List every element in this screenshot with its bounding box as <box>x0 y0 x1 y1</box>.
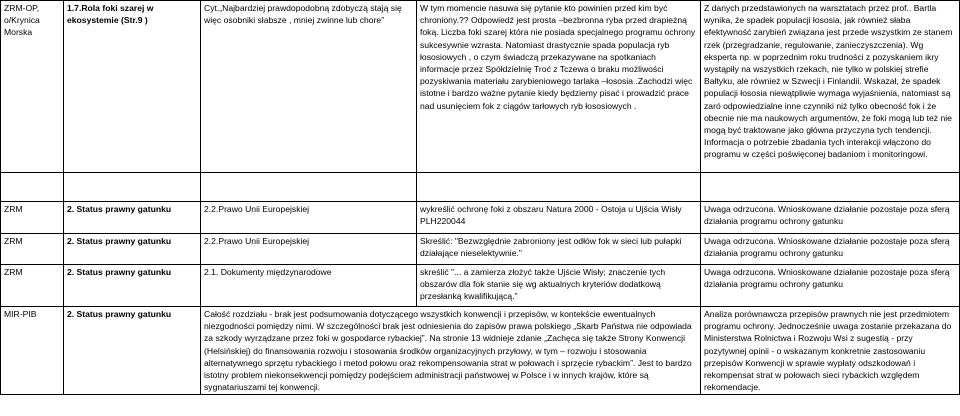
comment-cell: wykreślić ochronę foki z obszaru Natura 2000 - Ostoja u Ujścia Wisły PLH220044 <box>417 202 701 234</box>
source-cell: MIR-PIB <box>1 307 64 395</box>
chapter-cell: 2. Status prawny gatunku <box>64 265 201 307</box>
source-cell: ZRM-OP, o/Krynica Morska <box>1 1 64 173</box>
source-cell: ZRM <box>1 234 64 265</box>
spacer-row <box>1 173 960 202</box>
response-cell: Uwaga odrzucona. Wnioskowane działanie pozostaje poza sferą działania programu ochrony gatunku <box>701 202 960 234</box>
spacer-cell <box>701 173 960 202</box>
fragment-cell: 2.2.Prawo Unii Europejskiej <box>201 234 417 265</box>
fragment-cell: 2.1. Dokumenty międzynarodowe <box>201 265 417 307</box>
spacer-cell <box>64 173 201 202</box>
comment-cell: Całość rozdziału - brak jest podsumowania dotyczącego wszystkich konwencji i przepisów, w kontekście ewentualnych niezgodności pomiędzy nimi. W szczególności brak jest odniesienia do zapisów prawa polskiego „Skarb Państwa nie odpowiada za szkody wyrządzane przez foki w gospodarce rybackiej”. Na stronie 13 widnieje zdanie „Zachęca się także Strony Konwencji (Helsińskiej) do finansowania rozwoju i stosowania środków organizacyjnych przyłowy, w tym – rozwoju i stosowania alternatywnego sprzętu rybackiego i metod połowu oraz rekompensowania strat w połowach i sprzęcie rybackim”. Jest to bardzo istotny problem niekonsekwencji pomiędzy podejściem administracji państwowej w Polsce i w innych krajów, które są sygnatariuszami tej konwencji. <box>201 307 701 395</box>
spacer-cell <box>417 173 701 202</box>
response-paragraph: Z danych przedstawionych na warsztatach przez prof.. Bartla wynika, że spadek populacji łososia, jak również słaba efektywność zarybień związana jest przede wszystkim ze stanem rzek (przegradzanie, regulowanie, zanieczyszczenia). Wg eksperta np. w poprzednim roku trudności z pozyskaniem ikry wystąpiły na wszystkich rzekach, nie tylko w polskiej strefie Bałtyku, ale również w Szwecji i Finlandii. Wskazał, że spadek populacji łososia niewątpliwie wymaga wyjaśnienia, natomiast są zaró odpowiedzialne inne czynniki niż tylko obecność fok i że obecnie nie ma naukowych argumentów, że foki mogą lub też nie mogą być traktowane jako główna przyczyna tych tendencji. <box>704 3 953 136</box>
chapter-cell: 2. Status prawny gatunku <box>64 202 201 234</box>
chapter-cell: 2. Status prawny gatunku <box>64 307 201 395</box>
table-row <box>1 234 960 265</box>
source-cell: ZRM <box>1 202 64 234</box>
chapter-cell: 1.7.Rola foki szarej w ekosystemie (Str.9 ) <box>64 1 201 173</box>
response-cell: Uwaga odrzucona. Wnioskowane działanie pozostaje poza sferą działania programu ochrony gatunku <box>701 234 960 265</box>
response-cell: Uwaga odrzucona. Wnioskowane działanie pozostaje poza sferą działania programu ochrony gatunku <box>701 265 960 307</box>
response-cell: Analiza porównawcza przepisów prawnych nie jest przedmiotem programu ochrony. Jednocześnie uwaga zostanie przekazana do Ministerstwa Rolnictwa i Rozwoju Wsi z sugestią - przy pozytywnej opinii - o wskazanym konkretnie zastosowaniu przepisów Konwencji w sprawie wypłaty odszkodowań i rekompensat strat w połowach sieci rybackich względem rekomendacje. <box>701 307 960 395</box>
spacer-cell <box>1 173 64 202</box>
source-cell: ZRM <box>1 265 64 307</box>
table-row <box>1 265 960 307</box>
comment-cell: skreślić "... a zamierza złożyć także Ujście Wisły; znaczenie tych obszarów dla fok stanie się wg aktualnych kryteriów dodatkową przesłanką kwalifikującą." <box>417 265 701 307</box>
table-row <box>1 202 960 234</box>
response-cell <box>701 1 960 173</box>
comment-cell: Skreślić: "Bezwzględnie zabroniony jest odłów fok w sieci lub pułapki działające nieselektywnie." <box>417 234 701 265</box>
response-paragraph: Informacja o potrzebie zbadania tych interakcji włączono do programu w części poświęconej badaniom i monitoringowi. <box>704 137 931 160</box>
fragment-cell: Cyt.„Najbardziej prawdopodobną zdobyczą stają się więc osobniki słabsze , mniej zwinne lub chore” <box>201 1 417 173</box>
chapter-cell: 2. Status prawny gatunku <box>64 234 201 265</box>
fragment-cell: 2.2.Prawo Unii Europejskiej <box>201 202 417 234</box>
comment-cell: W tym momencie nasuwa się pytanie kto powinien przed kim być chroniony.?? Odpowiedź jest prosta –bezbronna ryba przed drapieżną foką. Liczba foki szarej która nie posiada specjalnego programu ochrony sukcesywnie wzrasta. Natomiast drastycznie spada populacja ryb łososiowych , o czym świadczą przekazywane na spotkaniach informacje przez Spółdzielnię Troć z Tczewa o braku możliwości pozyskiwania materiału zarybieniowego tarlaka –łososia .Zachodzi więc istotne i bardzo ważne pytanie kiedy będziemy pisać i prowadzić prace nad usunięciem fok z ciągów tarłowych ryb łososiowych . <box>417 1 701 173</box>
table-row <box>1 307 960 395</box>
spacer-cell <box>201 173 417 202</box>
table-row <box>1 1 960 173</box>
